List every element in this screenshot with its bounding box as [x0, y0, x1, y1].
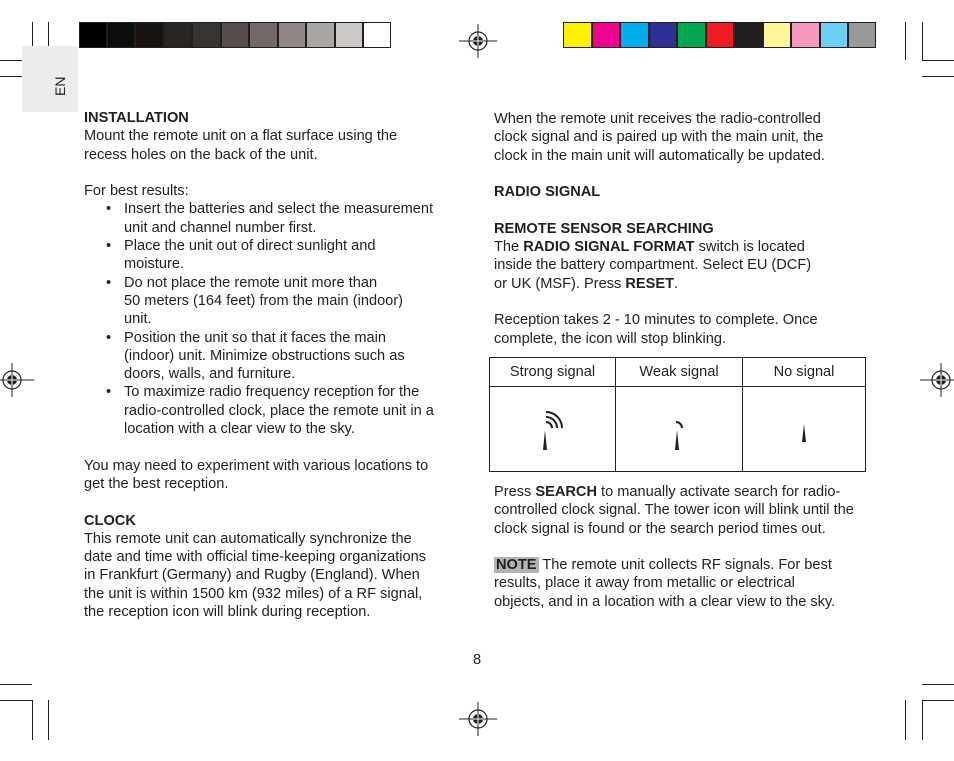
registration-mark-icon: [920, 363, 954, 397]
format-text-line: inside the battery compartment. Select EU (DCF): [494, 257, 812, 274]
experiment-text-line: get the best reception.: [84, 475, 229, 492]
clock-text-line: the reception icon will blink during reception.: [84, 604, 371, 621]
left-column: [84, 109, 464, 621]
registration-mark-icon: [459, 702, 497, 736]
gray-swatch: [306, 22, 335, 48]
radio-signal-heading: RADIO SIGNAL: [494, 184, 601, 201]
weak-signal-icon: [664, 402, 694, 452]
experiment-text-line: You may need to experiment with various locations to: [84, 457, 429, 474]
color-swatch: [563, 22, 592, 48]
table-cell: [490, 387, 616, 472]
note-text-line: results, place it away from metallic or electrical: [494, 575, 795, 592]
intro-text-line: clock in the main unit will automatically be updated.: [494, 147, 825, 164]
note-text-line: objects, and in a location with a clear view to the sky.: [494, 593, 836, 610]
language-tab-label: EN: [52, 76, 68, 96]
reception-text-line: Reception takes 2 - 10 minutes to complete. Once: [494, 312, 818, 329]
note-text-line: NOTE The remote unit collects RF signals. For best: [496, 557, 832, 574]
table-header-cell: Weak signal: [616, 358, 743, 387]
color-swatch: [848, 22, 876, 48]
color-swatch: [649, 22, 677, 48]
color-swatch: [820, 22, 848, 48]
clock-text-line: This remote unit can automatically synchronize the: [84, 530, 412, 547]
list-item: • Position the unit so that it faces the main (indoor) unit. Minimize obstructions such as doors, walls, and furniture.: [84, 329, 464, 384]
intro-text-line: When the remote unit receives the radio-controlled: [494, 111, 821, 127]
best-results-label: For best results:: [84, 183, 189, 200]
clock-text-line: in Frankfurt (Germany) and Rugby (England). When: [84, 567, 420, 584]
strong-signal-icon: [533, 402, 573, 452]
table-cell: [743, 387, 866, 472]
registration-mark-icon: [459, 24, 497, 58]
color-swatch: [706, 22, 734, 48]
search-text-line: controlled clock signal. The tower icon will blink until the: [494, 502, 854, 519]
table-cell: [616, 387, 743, 472]
color-swatch: [677, 22, 706, 48]
table-header-cell: Strong signal: [490, 358, 616, 387]
gray-swatch: [107, 22, 135, 48]
reception-text-line: complete, the icon will stop blinking.: [494, 330, 726, 347]
intro-text-line: clock signal and is paired up with the main unit, the: [494, 129, 824, 146]
gray-swatch: [79, 22, 107, 48]
clock-text-line: the unit is within 1500 km (932 miles) of a RF signal,: [84, 585, 423, 602]
table-row: [490, 358, 866, 387]
format-text-line: The RADIO SIGNAL FORMAT switch is located: [494, 239, 805, 256]
clock-text-line: date and time with official time-keeping organizations: [84, 549, 427, 566]
installation-text-line: recess holes on the back of the unit.: [84, 146, 318, 163]
list-item: • Insert the batteries and select the measurement unit and channel number first.: [84, 200, 464, 237]
note-label: NOTE: [496, 557, 537, 574]
color-swatch: [592, 22, 620, 48]
gray-swatch: [164, 22, 192, 48]
installation-heading: INSTALLATION: [84, 110, 189, 126]
gray-swatch: [363, 22, 391, 48]
table-row: [490, 387, 866, 472]
remote-sensor-heading: REMOTE SENSOR SEARCHING: [494, 220, 714, 237]
right-column: [494, 110, 874, 348]
no-signal-icon: [794, 402, 814, 452]
tips-list: [0, 200, 464, 438]
gray-swatch: [278, 22, 306, 48]
list-item: • To maximize radio frequency reception for the radio-controlled clock, place the remote unit in a location with a clear view to the sky.: [84, 383, 464, 438]
color-swatch: [791, 22, 820, 48]
gray-swatch: [192, 22, 221, 48]
color-swatch: [620, 22, 649, 48]
search-text-line: clock signal is found or the search period times out.: [494, 520, 826, 537]
table-header-cell: No signal: [743, 358, 866, 387]
clock-heading: CLOCK: [84, 512, 136, 529]
color-swatch: [763, 22, 791, 48]
list-item: • Do not place the remote unit more than 50 meters (164 feet) from the main (indoor) unit.: [84, 274, 464, 329]
gray-swatch: [221, 22, 249, 48]
installation-text-line: Mount the remote unit on a flat surface using the: [84, 128, 398, 145]
language-tab: [22, 46, 78, 112]
gray-swatch: [249, 22, 278, 48]
color-swatch: [734, 22, 763, 48]
page-number: 8: [472, 652, 482, 668]
list-item: • Place the unit out of direct sunlight and moisture.: [84, 237, 464, 274]
search-text-line: Press SEARCH to manually activate search for radio-: [494, 484, 841, 500]
gray-swatch: [335, 22, 363, 48]
format-text-line: or UK (MSF). Press RESET.: [494, 275, 679, 292]
gray-swatch: [135, 22, 164, 48]
right-column-lower: [494, 483, 874, 611]
signal-table: [489, 357, 866, 472]
